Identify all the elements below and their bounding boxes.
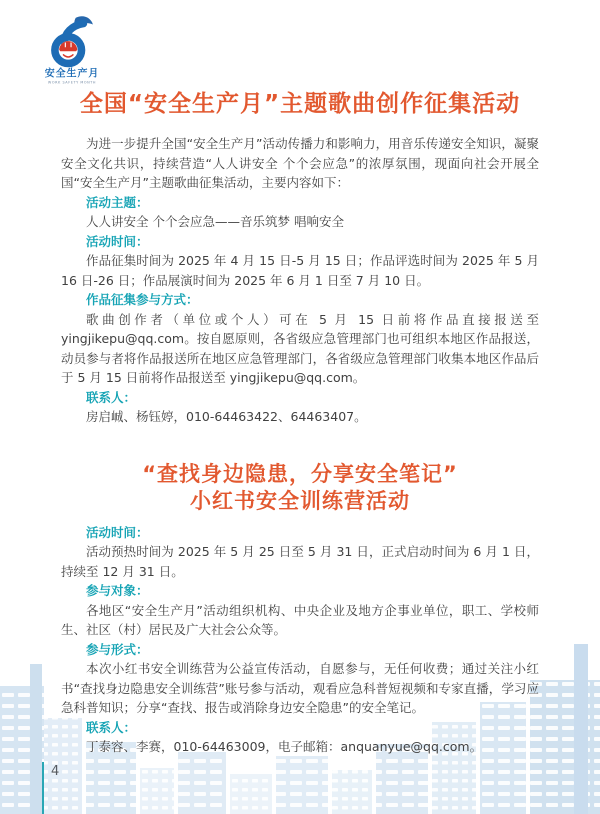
section-time-1 bbox=[61, 232, 539, 291]
section-body: 丁泰容、李赛，010-64463009，电子邮箱：anquanyue@qq.com。 bbox=[86, 739, 483, 754]
section-body: 房启峸、杨钰婷，010-64463422、64463407。 bbox=[86, 409, 367, 424]
article1-title: 全国“安全生产月”主题歌曲创作征集活动 bbox=[79, 91, 521, 117]
section-label: 联系人： bbox=[86, 719, 137, 735]
section-label: 联系人： bbox=[86, 389, 137, 405]
section-body: 歌曲创作者（单位或个人）可在 5 月 15 日前将作品直接报送至 yingjikepu@qq.com。按自愿原则，各省级应急管理部门也可组织本地区作品报送，动员参与者将作品报送所在地区应急管理部门，各省级应急管理部门收集本地区作品后于 5 月 15 日前将作品报送至 yingjikepu@qq.com。 bbox=[61, 311, 539, 385]
section-label: 活动时间： bbox=[86, 233, 149, 249]
section-time-2 bbox=[61, 523, 539, 582]
section-format bbox=[61, 640, 539, 718]
page-number-rule bbox=[42, 762, 44, 814]
section-label: 参与形式： bbox=[86, 641, 149, 657]
section-body: 活动预热时间为 2025 年 5 月 25 日至 5 月 31 日，正式启动时间为 6 月 1 日，持续至 12 月 31 日。 bbox=[61, 544, 539, 579]
article1-intro: 为进一步提升全国“安全生产月”活动传播力和影响力，用音乐传递安全知识，凝聚安全文化共识，持续营造“人人讲安全 个个会应急”的浓厚氛围，现面向社会开展全国“安全生产月”主题歌曲征集活动，主要内容如下： bbox=[61, 136, 539, 190]
logo-subtitle: WORK SAFETY MONTH bbox=[47, 80, 97, 85]
article2-title bbox=[61, 461, 539, 515]
section-label: 作品征集参与方式： bbox=[86, 292, 199, 307]
section-theme bbox=[61, 193, 539, 232]
section-audience bbox=[61, 581, 539, 640]
section-label: 活动时间： bbox=[86, 524, 149, 540]
section-body: 作品征集时间为 2025 年 4 月 15 日-5 月 15 日；作品评选时间为 2025 年 5 月 16 日-26 日；作品展演时间为 2025 年 6 月 1 日至 7 月 10 日。 bbox=[61, 253, 539, 288]
logo-wordmark: 安全生产月 bbox=[44, 68, 100, 80]
section-participation-1 bbox=[61, 290, 539, 388]
section-contact-2 bbox=[61, 718, 539, 757]
document-content bbox=[61, 0, 539, 757]
section-contact-1 bbox=[61, 388, 539, 427]
article2-title-line1: “查找身边隐患，分享安全笔记” bbox=[142, 461, 458, 486]
page-number: 4 bbox=[51, 764, 60, 779]
section-label: 活动主题： bbox=[86, 194, 149, 210]
section-body: 人人讲安全 个个会应急——音乐筑梦 唱响安全 bbox=[86, 214, 344, 229]
section-label: 参与对象： bbox=[86, 583, 149, 598]
section-body: 本次小红书安全训练营为公益宣传活动，自愿参与，无任何收费；通过关注小红书“查找身边隐患安全训练营”账号参与活动，观看应急科普短视频和专家直播，学习应急科普知识；分享“查找、报告或消除身边安全隐患”的安全笔记。 bbox=[61, 661, 539, 715]
article2-title-line2: 小红书安全训练营活动 bbox=[190, 488, 410, 513]
section-body: 各地区“安全生产月”活动组织机构、中央企业及地方企事业单位，职工、学校师生、社区（村）居民及广大社会公众等。 bbox=[61, 602, 539, 637]
